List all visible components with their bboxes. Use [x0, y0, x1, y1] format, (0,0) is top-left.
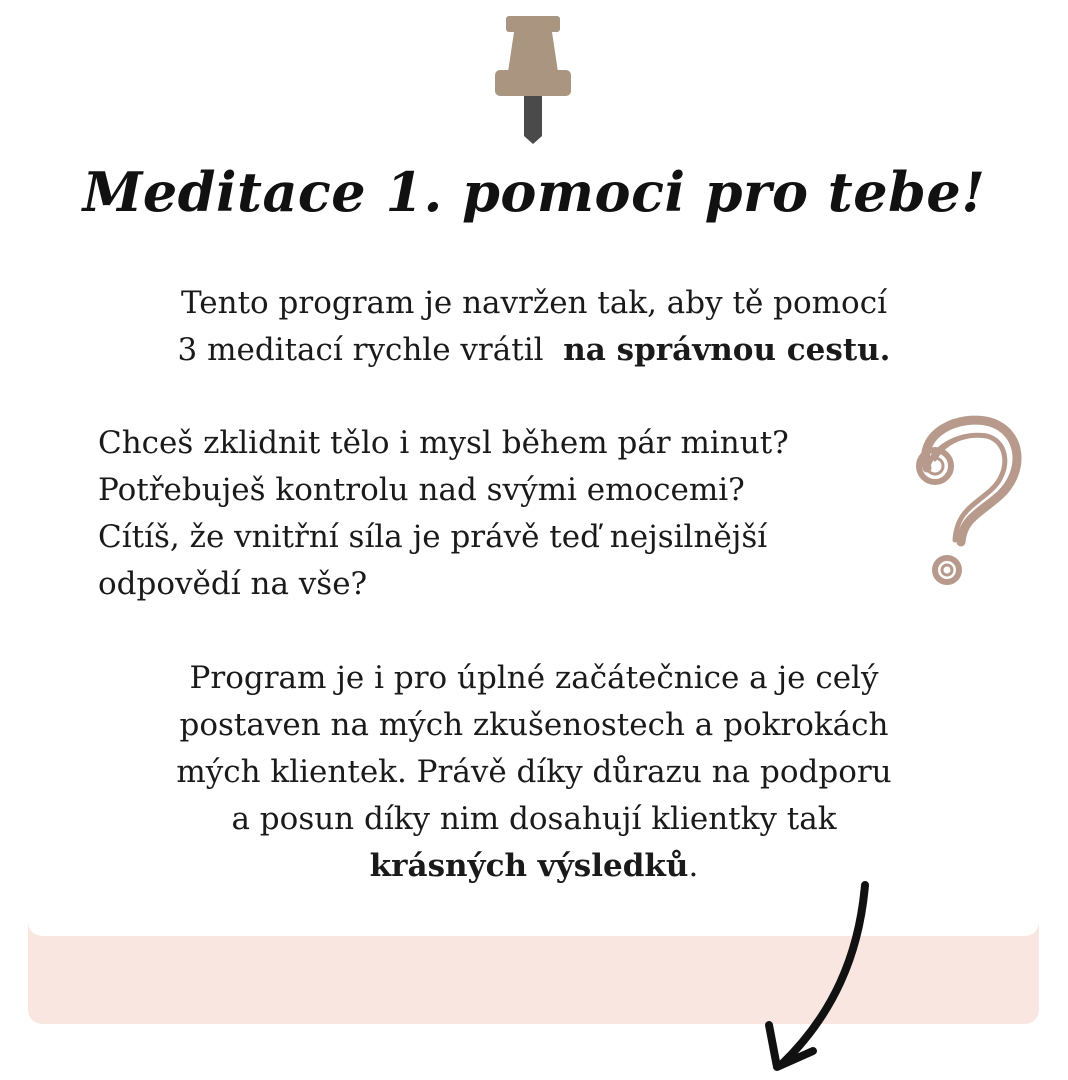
question-line-3: Cítíš, že vnitřní síla je právě teď nejsilnější: [98, 519, 768, 555]
program-line-3: mých klientek. Právě díky důrazu na podporu: [176, 754, 892, 790]
question-line-4: odpovědí na vše?: [98, 566, 368, 602]
question-line-1: Chceš zklidnit tělo i mysl během pár minut?: [98, 425, 789, 461]
question-mark-icon: [905, 410, 1030, 590]
program-line-5-end: .: [688, 848, 699, 884]
intro-line-1: Tento program je navržen tak, aby tě pomocí: [181, 285, 887, 321]
question-line-2: Potřebuješ kontrolu nad svými emocemi?: [98, 472, 745, 508]
program-line-1: Program je i pro úplné začátečnice a je celý: [189, 660, 879, 696]
pushpin-icon: [490, 14, 576, 146]
program-line-4: a posun díky nim dosahují klientky tak: [231, 801, 837, 837]
program-highlight: krásných výsledků: [369, 848, 689, 884]
intro-line-2: [0, 327, 1068, 374]
program-line-5: [0, 843, 1068, 890]
program-paragraph: [0, 655, 1068, 890]
program-line-2: postaven na mých zkušenostech a pokrokách: [179, 707, 889, 743]
page-title: Meditace 1. pomoci pro tebe!: [82, 160, 986, 224]
questions-paragraph: [98, 420, 898, 608]
intro-highlight: na správnou cestu.: [563, 332, 891, 368]
intro-paragraph: [0, 280, 1068, 374]
curved-arrow-down-icon: [755, 875, 885, 1075]
intro-line-2-text: 3 meditací rychle vrátil: [177, 332, 544, 368]
